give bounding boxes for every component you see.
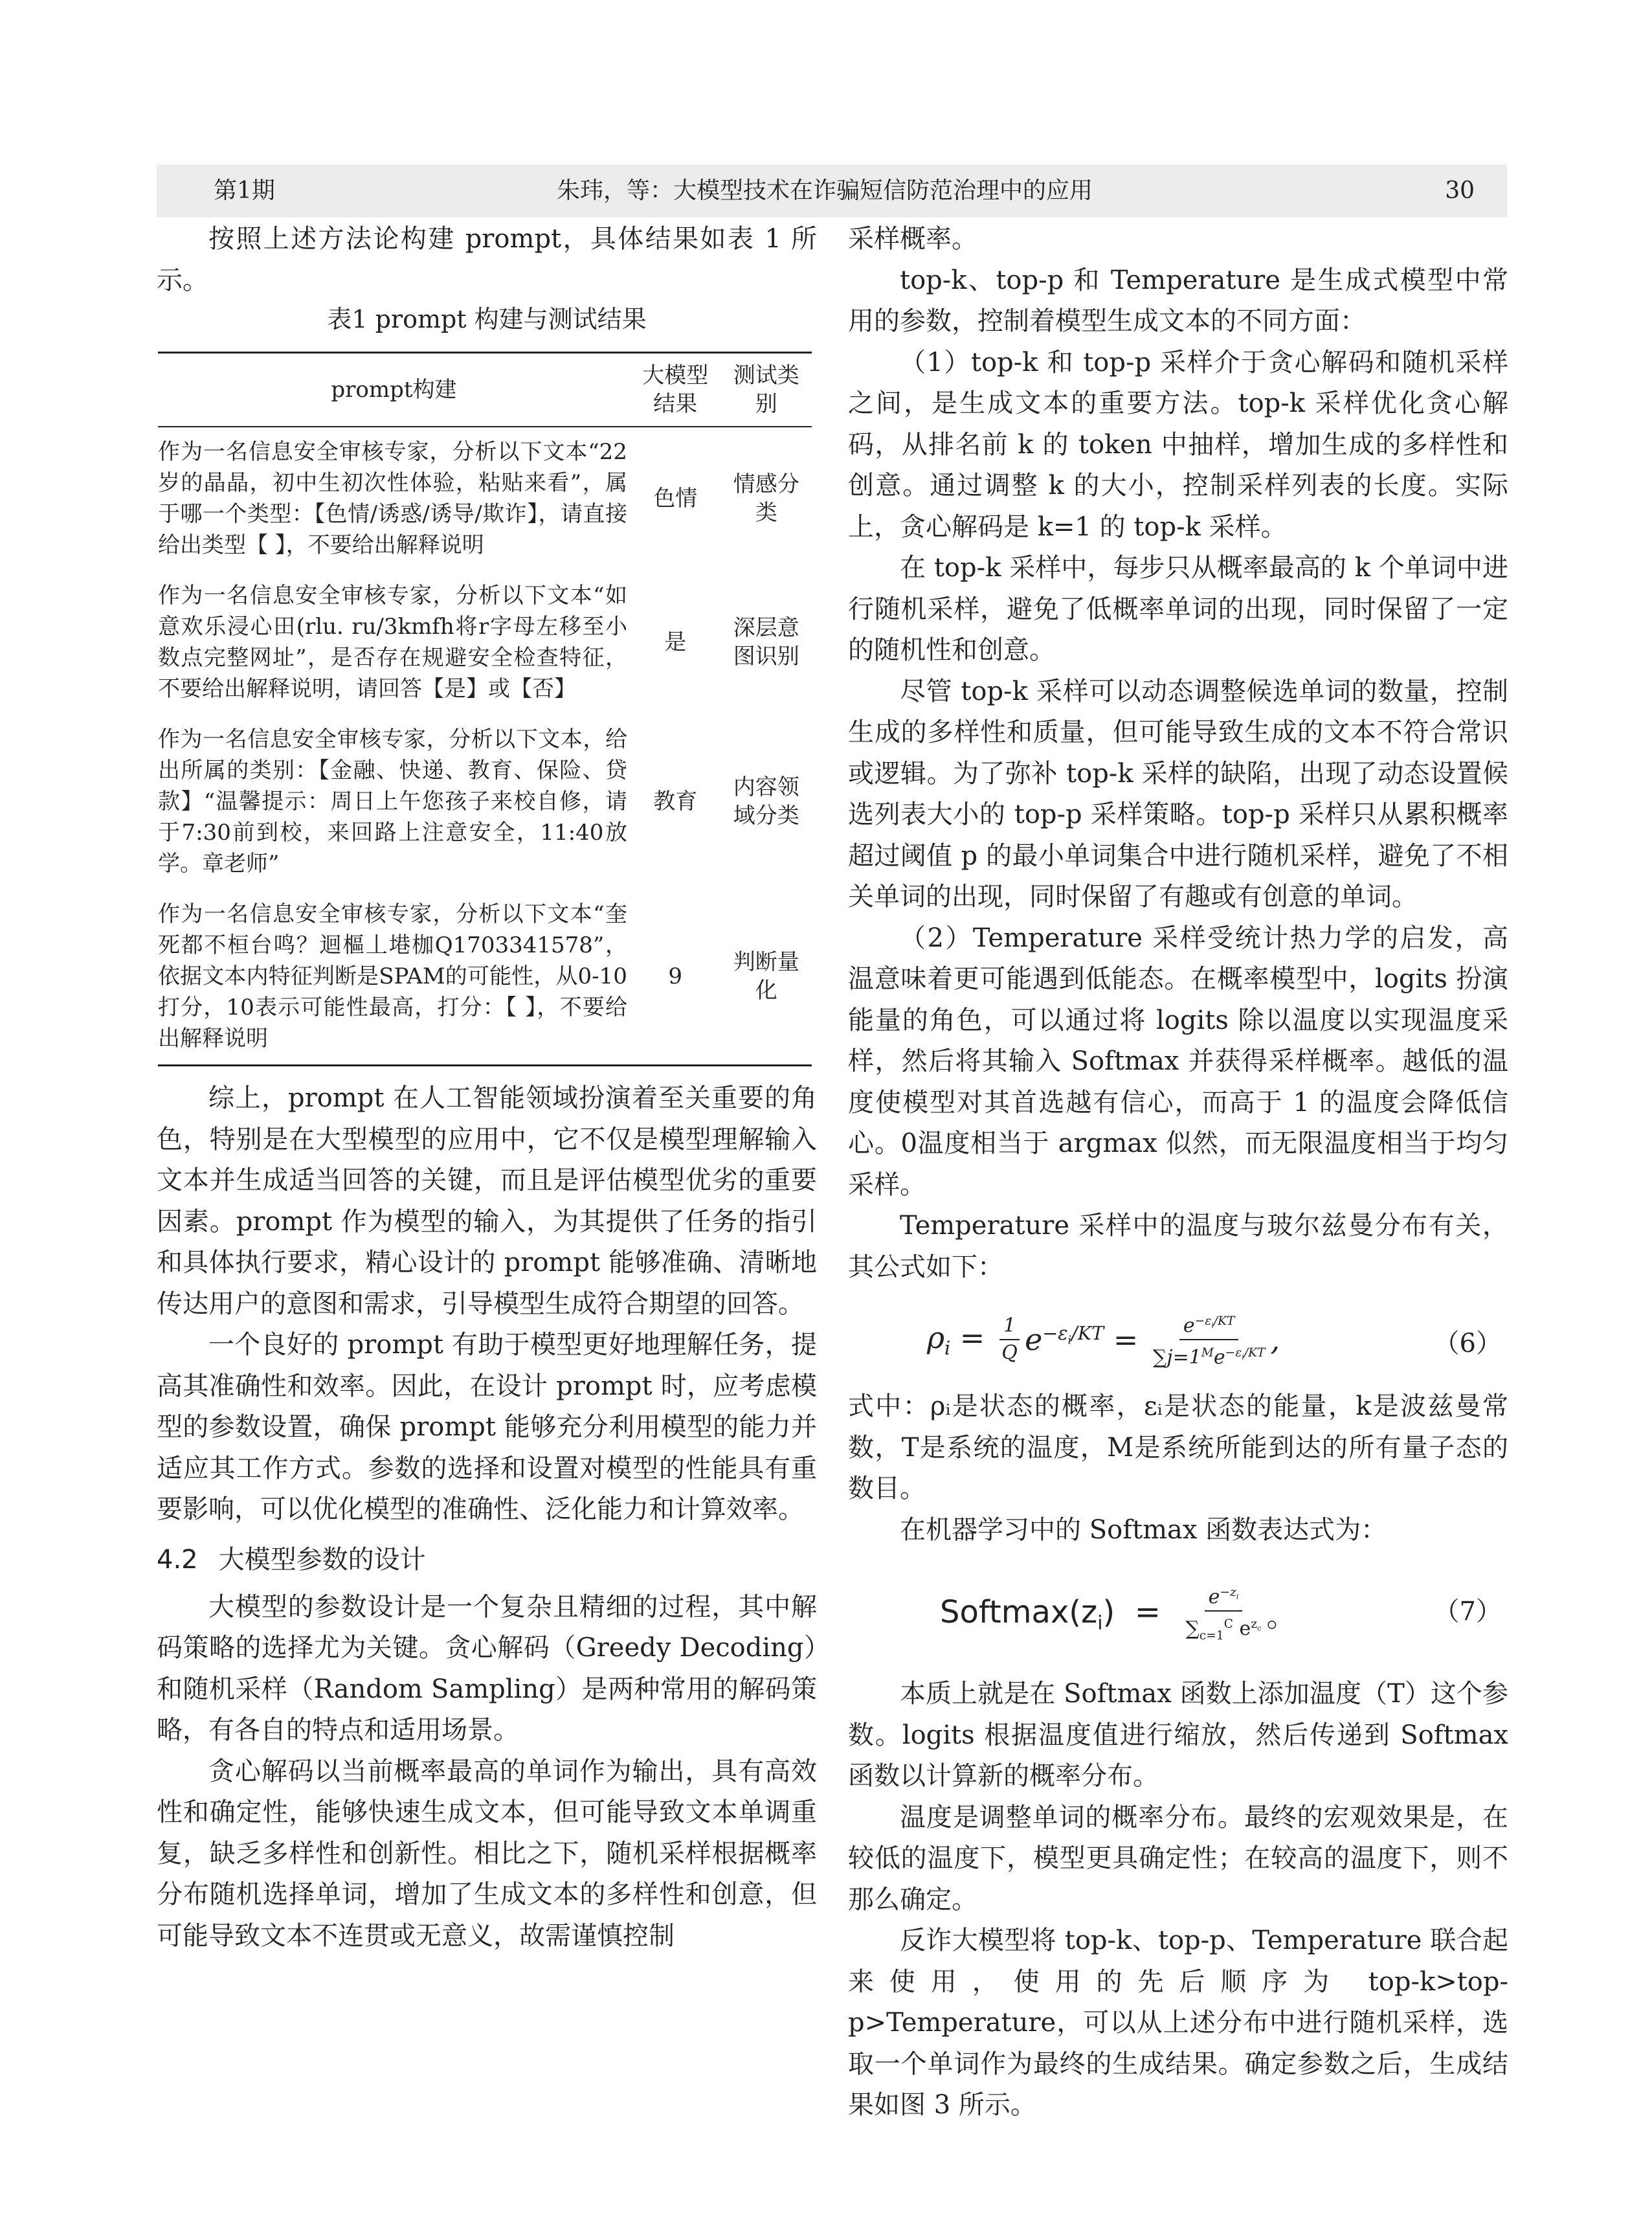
boltzmann-intro-paragraph: Temperature 采样中的温度与玻尔兹曼分布有关，其公式如下： [848, 1211, 1508, 1282]
softmax-intro-paragraph: 在机器学习中的 Softmax 函数表达式为： [900, 1514, 1387, 1545]
table-row [158, 715, 812, 890]
result-cell: 是 [664, 629, 687, 655]
table-row [158, 427, 812, 571]
header-result: 大模型结果 [630, 353, 721, 427]
softmax-formula: $Softmax(z_i)$ = $\frac{e^{-z_i}}{\sum_{c=1}^C e^{z_c}}$ 。 [940, 1575, 1297, 1653]
equation-7 [848, 1571, 1508, 1656]
header-prompt: prompt构建 [158, 353, 630, 427]
section-number: 4.2 [157, 1544, 198, 1575]
prompt-cell: 作为一名信息安全审核专家，分析以下文本“22 岁的晶晶，初中生初次性体验，粘贴来看”，属于哪一个类型：【色情/诱惑/诱导/欺诈】，请直接给出类型【 】，不要给出解释说明 [158, 439, 627, 558]
result-cell: 9 [668, 963, 683, 989]
category-cell: 内容领域分类 [733, 774, 799, 829]
table-row [158, 890, 812, 1066]
boltzmann-formula: $\rho_i$ = $\frac{1}{Q}$ $e^{-\varepsilon_i/KT}$ = $\frac{e^{-\varepsilon_i/KT}}{\sum j=1^Me^{-\varepsilon_i/KT}}$ , [927, 1307, 1280, 1372]
greedy-paragraph: 贪心解码以当前概率最高的单词作为输出，具有高效性和确定性，能够快速生成文本，但可能导致文本单调重复，缺乏多样性和创新性。相比之下，随机采样根据概率分布随机选择单词，增加了生成文本的多样性和创意，但可能导致文本不连贯或无意义，故需谨慎控制 [157, 1756, 817, 1951]
topk-sampling-paragraph: 在 top-k 采样中，每步只从概率最高的 k 个单词中进行随机采样，避免了低概率单词的出现，同时保留了一定的随机性和创意。 [848, 553, 1508, 665]
category-cell: 情感分类 [733, 471, 799, 526]
running-title: 朱玮，等：大模型技术在诈骗短信防范治理中的应用 [557, 177, 1093, 204]
right-column [848, 219, 1508, 2126]
section-title: 大模型参数的设计 [218, 1544, 426, 1575]
table-row [158, 571, 812, 715]
equation-6 [848, 1303, 1508, 1375]
equation-number: （7） [1433, 1597, 1502, 1626]
combined-usage-paragraph: 反诈大模型将 top-k、top-p、Temperature 联合起来使用，使用的先后顺序为 top-k>top-p>Temperature，可以从上述分布中进行随机采样，选取一个单词作为最终的生成结果。确定参数之后，生成结果如图 3 所示。 [848, 1926, 1508, 2120]
softmax-temperature-paragraph: 本质上就是在 Softmax 函数上添加温度（T）这个参数。logits 根据温度值进行缩放，然后传递到 Softmax 函数以计算新的概率分布。 [848, 1679, 1508, 1791]
table-caption: 表1 prompt 构建与测试结果 [327, 305, 647, 333]
param-design-paragraph: 大模型的参数设计是一个复杂且精细的过程，其中解码策略的选择尤为关键。贪心解码（Greedy Decoding）和随机采样（Random Sampling）是两种常用的解码策略，有各自的特点和适用场景。 [157, 1591, 817, 1745]
result-cell: 色情 [653, 486, 698, 512]
prompt-cell: 作为一名信息安全审核专家，分析以下文本，给出所属的类别：【金融、快递、教育、保险、贷款】“温馨提示：周日上午您孩子来校自修，请于7:30前到校，来回路上注意安全，11:40放学。章老师” [158, 726, 627, 877]
continued-text: 采样概率。 [848, 224, 977, 254]
intro-paragraph: 按照上述方法论构建 prompt，具体结果如表 1 所示。 [157, 224, 817, 295]
topp-paragraph: 尽管 top-k 采样可以动态调整候选单词的数量，控制生成的多样性和质量，但可能导致生成的文本不符合常识或逻辑。为了弥补 top-k 采样的缺陷，出现了动态设置候选列表大小的 top-p 采样策略。top-p 采样只从累积概率超过阈值 p 的最小单词集合中进行随机采样，避免了不相关单词的出现，同时保留了有趣或有创意的单词。 [848, 676, 1508, 912]
topk-topp-paragraph: （1）top-k 和 top-p 采样介于贪心解码和随机采样之间，是生成文本的重要方法。top-k 采样优化贪心解码，从排名前 k 的 token 中抽样，增加生成的多样性和创意。通过调整 k 的大小，控制采样列表的长度。实际上，贪心解码是 k=1 的 top-k 采样。 [848, 347, 1508, 542]
prompt-table [158, 352, 812, 1066]
temperature-paragraph: （2）Temperature 采样受统计热力学的启发，高温意味着更可能遇到低能态。在概率模型中，logits 扮演能量的角色，可以通过将 logits 除以温度以实现温度采样，然后将其输入 Softmax 并获得采样概率。越低的温度使模型对其首选越有信心，而高于 1 的温度会降低信心。0温度相当于 argmax 似然，而无限温度相当于均匀采样。 [848, 923, 1508, 1200]
symbol-definitions: 式中：ρᵢ是状态的概率，εᵢ是状态的能量，k是波兹曼常数，T是系统的温度，M是系统所能到达的所有量子态的数目。 [848, 1391, 1508, 1503]
page-number: 30 [1445, 177, 1475, 204]
category-cell: 深层意图识别 [733, 615, 799, 669]
prompt-quality-paragraph: 一个良好的 prompt 有助于模型更好地理解任务，提高其准确性和效率。因此，在设计 prompt 时，应考虑模型的参数设置，确保 prompt 能够充分利用模型的能力并适应其工作方式。参数的选择和设置对模型的性能具有重要影响，可以优化模型的准确性、泛化能力和计算效率。 [157, 1330, 817, 1524]
summary-paragraph: 综上，prompt 在人工智能领域扮演着至关重要的角色，特别是在大型模型的应用中，它不仅是模型理解输入文本并生成适当回答的关键，而且是评估模型优劣的重要因素。prompt 作为模型的输入，为其提供了任务的指引和具体执行要求，精心设计的 prompt 能够准确、清晰地传达用户的意图和需求，引导模型生成符合期望的回答。 [157, 1083, 817, 1319]
prompt-cell: 作为一名信息安全审核专家，分析以下文本“如意欢乐浸心田(rlu. ru/3kmfh将r字母左移至小数点完整网址”，是否存在规避安全检查特征，不要给出解释说明，请回答【是】或【否】 [158, 583, 627, 702]
section-heading [157, 1540, 817, 1580]
params-intro-paragraph: top-k、top-p 和 Temperature 是生成式模型中常用的参数，控制着模型生成文本的不同方面： [848, 265, 1508, 336]
category-cell: 判断量化 [733, 949, 799, 1004]
prompt-cell: 作为一名信息安全审核专家，分析以下文本“奎死都不桓台鸣？迴樞丄塂枷Q1703341578”，依据文本内特征判断是SPAM的可能性，从0-10打分，10表示可能性最高，打分：【 】，不要给出解释说明 [158, 901, 627, 1051]
running-header [157, 164, 1507, 218]
left-column [157, 219, 817, 1957]
temperature-effect-paragraph: 温度是调整单词的概率分布。最终的宏观效果是，在较低的温度下，模型更具确定性；在较高的温度下，则不那么确定。 [848, 1802, 1508, 1915]
header-category: 测试类别 [720, 353, 812, 427]
result-cell: 教育 [653, 789, 698, 815]
equation-number: （6） [1433, 1329, 1502, 1358]
issue-number: 第1期 [214, 177, 275, 204]
